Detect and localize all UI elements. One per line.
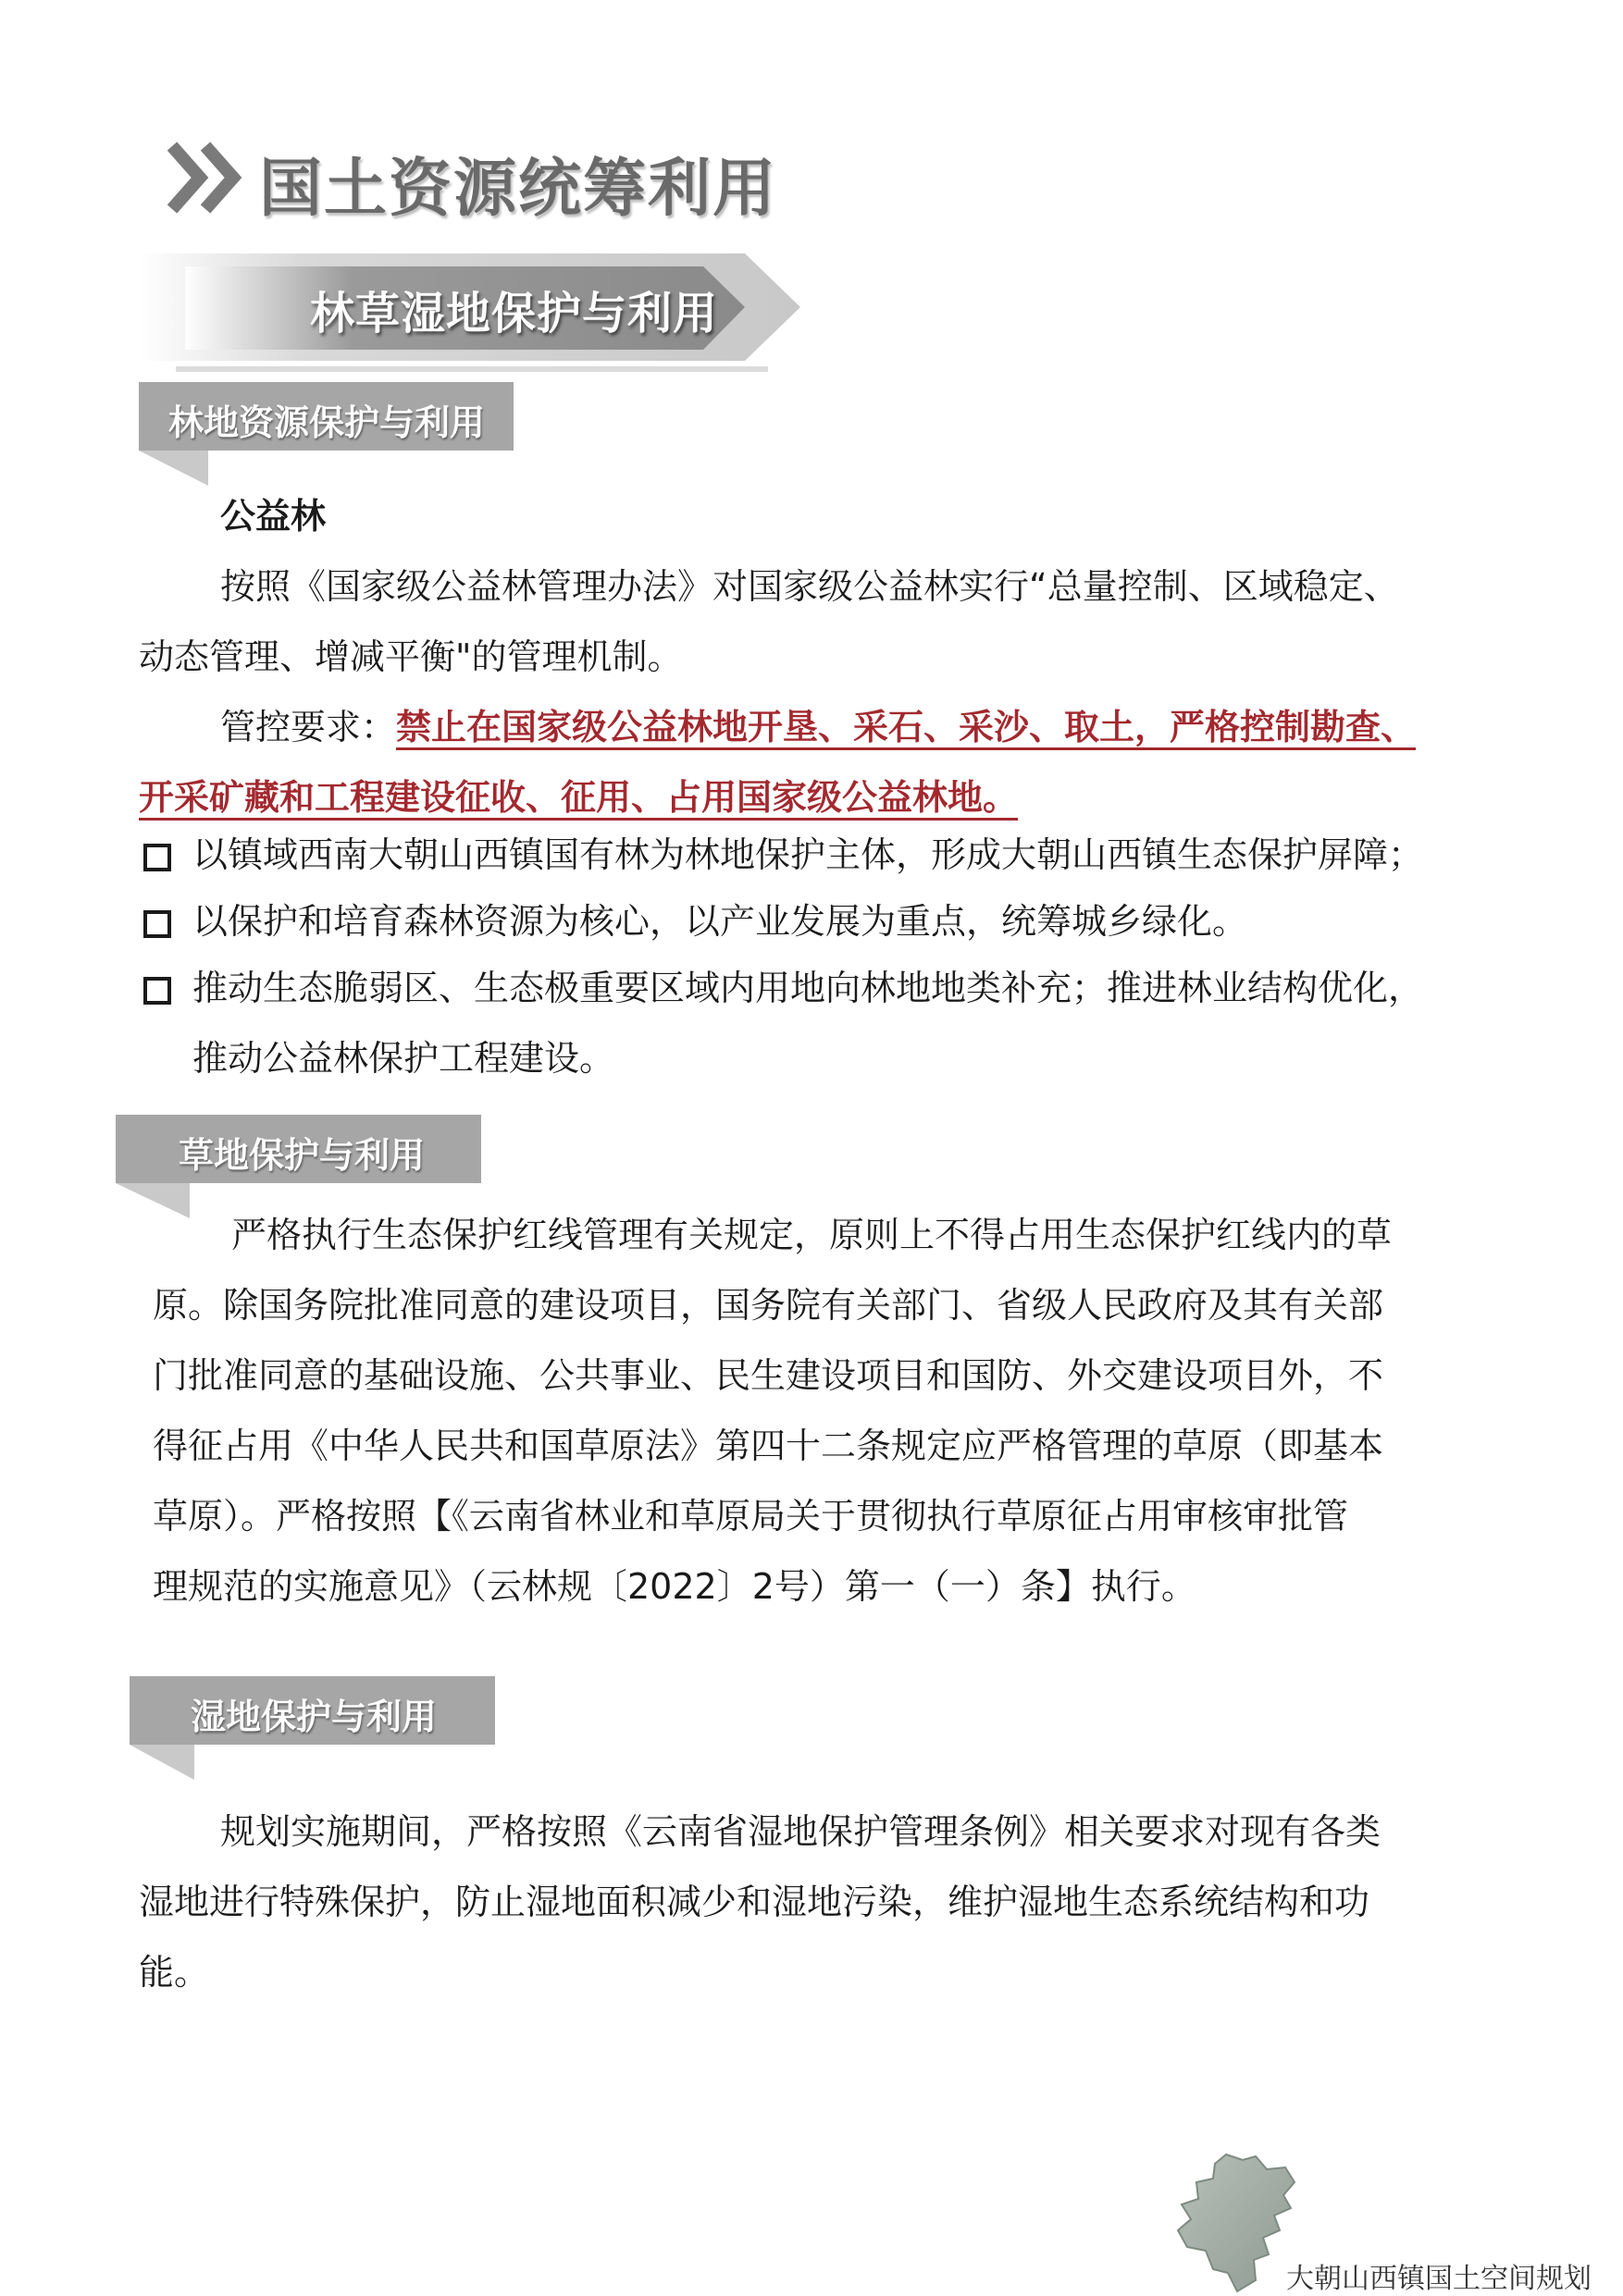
wetland-line-3: 能。: [139, 1952, 210, 1993]
page-title: 国土资源统筹利用: [259, 153, 778, 226]
wetland-line-2: 湿地进行特殊保护，防止湿地面积减少和湿地污染，维护湿地生态系统结构和功: [139, 1882, 1370, 1922]
control-text-line2: 开采矿藏和工程建设征收、征用、占用国家级公益林地。: [139, 777, 1018, 821]
checkbox-icon: [143, 977, 171, 1005]
checkbox-icon: [143, 844, 171, 871]
forest-bullet-2: 以保护和培育森林资源为核心，以产业发展为重点，统筹城乡绿化。: [192, 901, 1248, 942]
wetland-heading: 湿地保护与利用: [191, 1697, 438, 1737]
footer-text: 大朝山西镇国土空间规划: [1286, 2263, 1592, 2295]
checkbox-icon: [143, 910, 171, 938]
wetland-line-1: 规划实施期间，严格按照《云南省湿地保护管理条例》相关要求对现有各类: [220, 1811, 1381, 1852]
grassland-line-1: 严格执行生态保护红线管理有关规定，原则上不得占用生态保护红线内的草: [231, 1215, 1393, 1255]
control-label: 管控要求：: [220, 707, 397, 747]
forest-subheading: 公益林: [220, 496, 327, 537]
control-requirement-line1: [220, 692, 1416, 762]
control-text-line1: 禁止在国家级公益林地开垦、采石、采沙、取土，严格控制勘查、: [396, 707, 1416, 750]
grassland-heading: 草地保护与利用: [179, 1135, 426, 1176]
grassland-line-3: 门批准同意的基础设施、公共事业、民生建设项目和国防、外交建设项目外，不: [153, 1355, 1384, 1396]
forest-bullet-3: 推动生态脆弱区、生态极重要区域内用地向林地地类补充；推进林业结构优化，: [192, 968, 1424, 1008]
forest-heading: 林地资源保护与利用: [168, 402, 486, 443]
section-title: 林草湿地保护与利用: [310, 288, 719, 339]
grassland-line-2: 原。除国务院批准同意的建设项目，国务院有关部门、省级人民政府及其有关部: [153, 1285, 1384, 1326]
grassland-line-4: 得征占用《中华人民共和国草原法》第四十二条规定应严格管理的草原（即基本: [153, 1426, 1384, 1466]
forest-intro-line2: 动态管理、增减平衡"的管理机制。: [139, 636, 683, 677]
forest-bullet-1: 以镇域西南大朝山西镇国有林为林地保护主体，形成大朝山西镇生态保护屏障；: [192, 834, 1424, 875]
grassland-line-6: 理规范的实施意见》（云林规〔2022〕2号）第一（一）条】执行。: [153, 1566, 1196, 1607]
grassland-line-5: 草原）。严格按照【《云南省林业和草原局关于贯彻执行草原征占用审核审批管: [153, 1496, 1349, 1537]
forest-bullet-3-cont: 推动公益林保护工程建设。: [192, 1038, 615, 1079]
forest-intro-line1: 按照《国家级公益林管理办法》对国家级公益林实行“总量控制、区域稳定、: [220, 566, 1399, 607]
double-chevron-icon: [165, 139, 248, 217]
